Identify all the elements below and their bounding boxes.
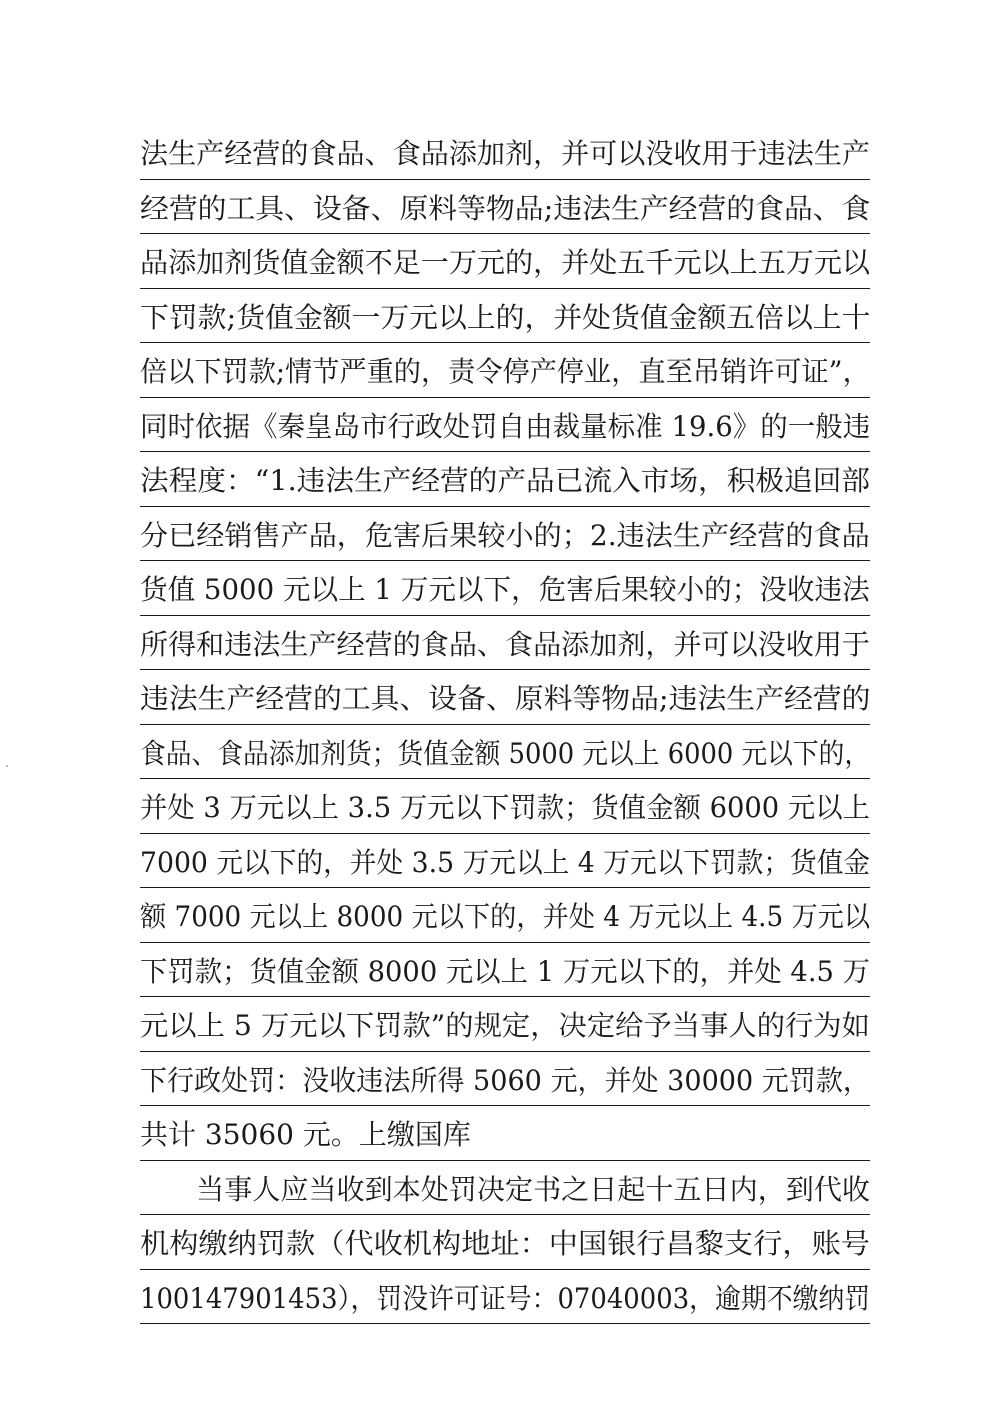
text-line: 元以上 5 万元以下罚款”的规定，决定给予当事人的行为如 xyxy=(140,997,870,1052)
text-line: 额 7000 元以上 8000 元以下的，并处 4 万元以上 4.5 万元以 xyxy=(140,888,870,943)
paragraph-payment-instructions xyxy=(140,1161,870,1325)
text-line: 机构缴纳罚款（代收机构地址：中国银行昌黎支行，账号 xyxy=(140,1215,870,1270)
paragraph-penalty-basis xyxy=(140,125,870,1161)
text-line: 当事人应当收到本处罚决定书之日起十五日内，到代收 xyxy=(140,1161,870,1216)
text-line: 下行政处罚：没收违法所得 5060 元，并处 30000 元罚款， xyxy=(140,1052,870,1107)
text-line: 同时依据《秦皇岛市行政处罚自由裁量标准 19.6》的一般违 xyxy=(140,398,870,453)
text-line: 下罚款;货值金额一万元以上的，并处货值金额五倍以上十 xyxy=(140,289,870,344)
text-line: 100147901453），罚没许可证号：07040003，逾期不缴纳罚 xyxy=(140,1270,870,1325)
text-line: 法生产经营的食品、食品添加剂，并可以没收用于违法生产 xyxy=(140,125,870,180)
document-body xyxy=(140,125,870,1324)
scan-artifact xyxy=(6,765,8,767)
text-line: 食品、食品添加剂货；货值金额 5000 元以上 6000 元以下的， xyxy=(140,725,870,780)
text-line: 所得和违法生产经营的食品、食品添加剂，并可以没收用于 xyxy=(140,616,870,671)
text-line: 违法生产经营的工具、设备、原料等物品;违法生产经营的 xyxy=(140,670,870,725)
text-line: 共计 35060 元。上缴国库 xyxy=(140,1106,870,1161)
text-line: 法程度：“1.违法生产经营的产品已流入市场，积极追回部 xyxy=(140,452,870,507)
text-line: 倍以下罚款;情节严重的，责令停产停业，直至吊销许可证”， xyxy=(140,343,870,398)
text-line: 品添加剂货值金额不足一万元的，并处五千元以上五万元以 xyxy=(140,234,870,289)
text-line: 并处 3 万元以上 3.5 万元以下罚款；货值金额 6000 元以上 xyxy=(140,779,870,834)
text-line: 经营的工具、设备、原料等物品;违法生产经营的食品、食 xyxy=(140,180,870,235)
text-line: 7000 元以下的，并处 3.5 万元以上 4 万元以下罚款；货值金 xyxy=(140,834,870,889)
text-line: 下罚款；货值金额 8000 元以上 1 万元以下的，并处 4.5 万 xyxy=(140,943,870,998)
text-line: 货值 5000 元以上 1 万元以下，危害后果较小的；没收违法 xyxy=(140,561,870,616)
text-line: 分已经销售产品，危害后果较小的；2.违法生产经营的食品 xyxy=(140,507,870,562)
